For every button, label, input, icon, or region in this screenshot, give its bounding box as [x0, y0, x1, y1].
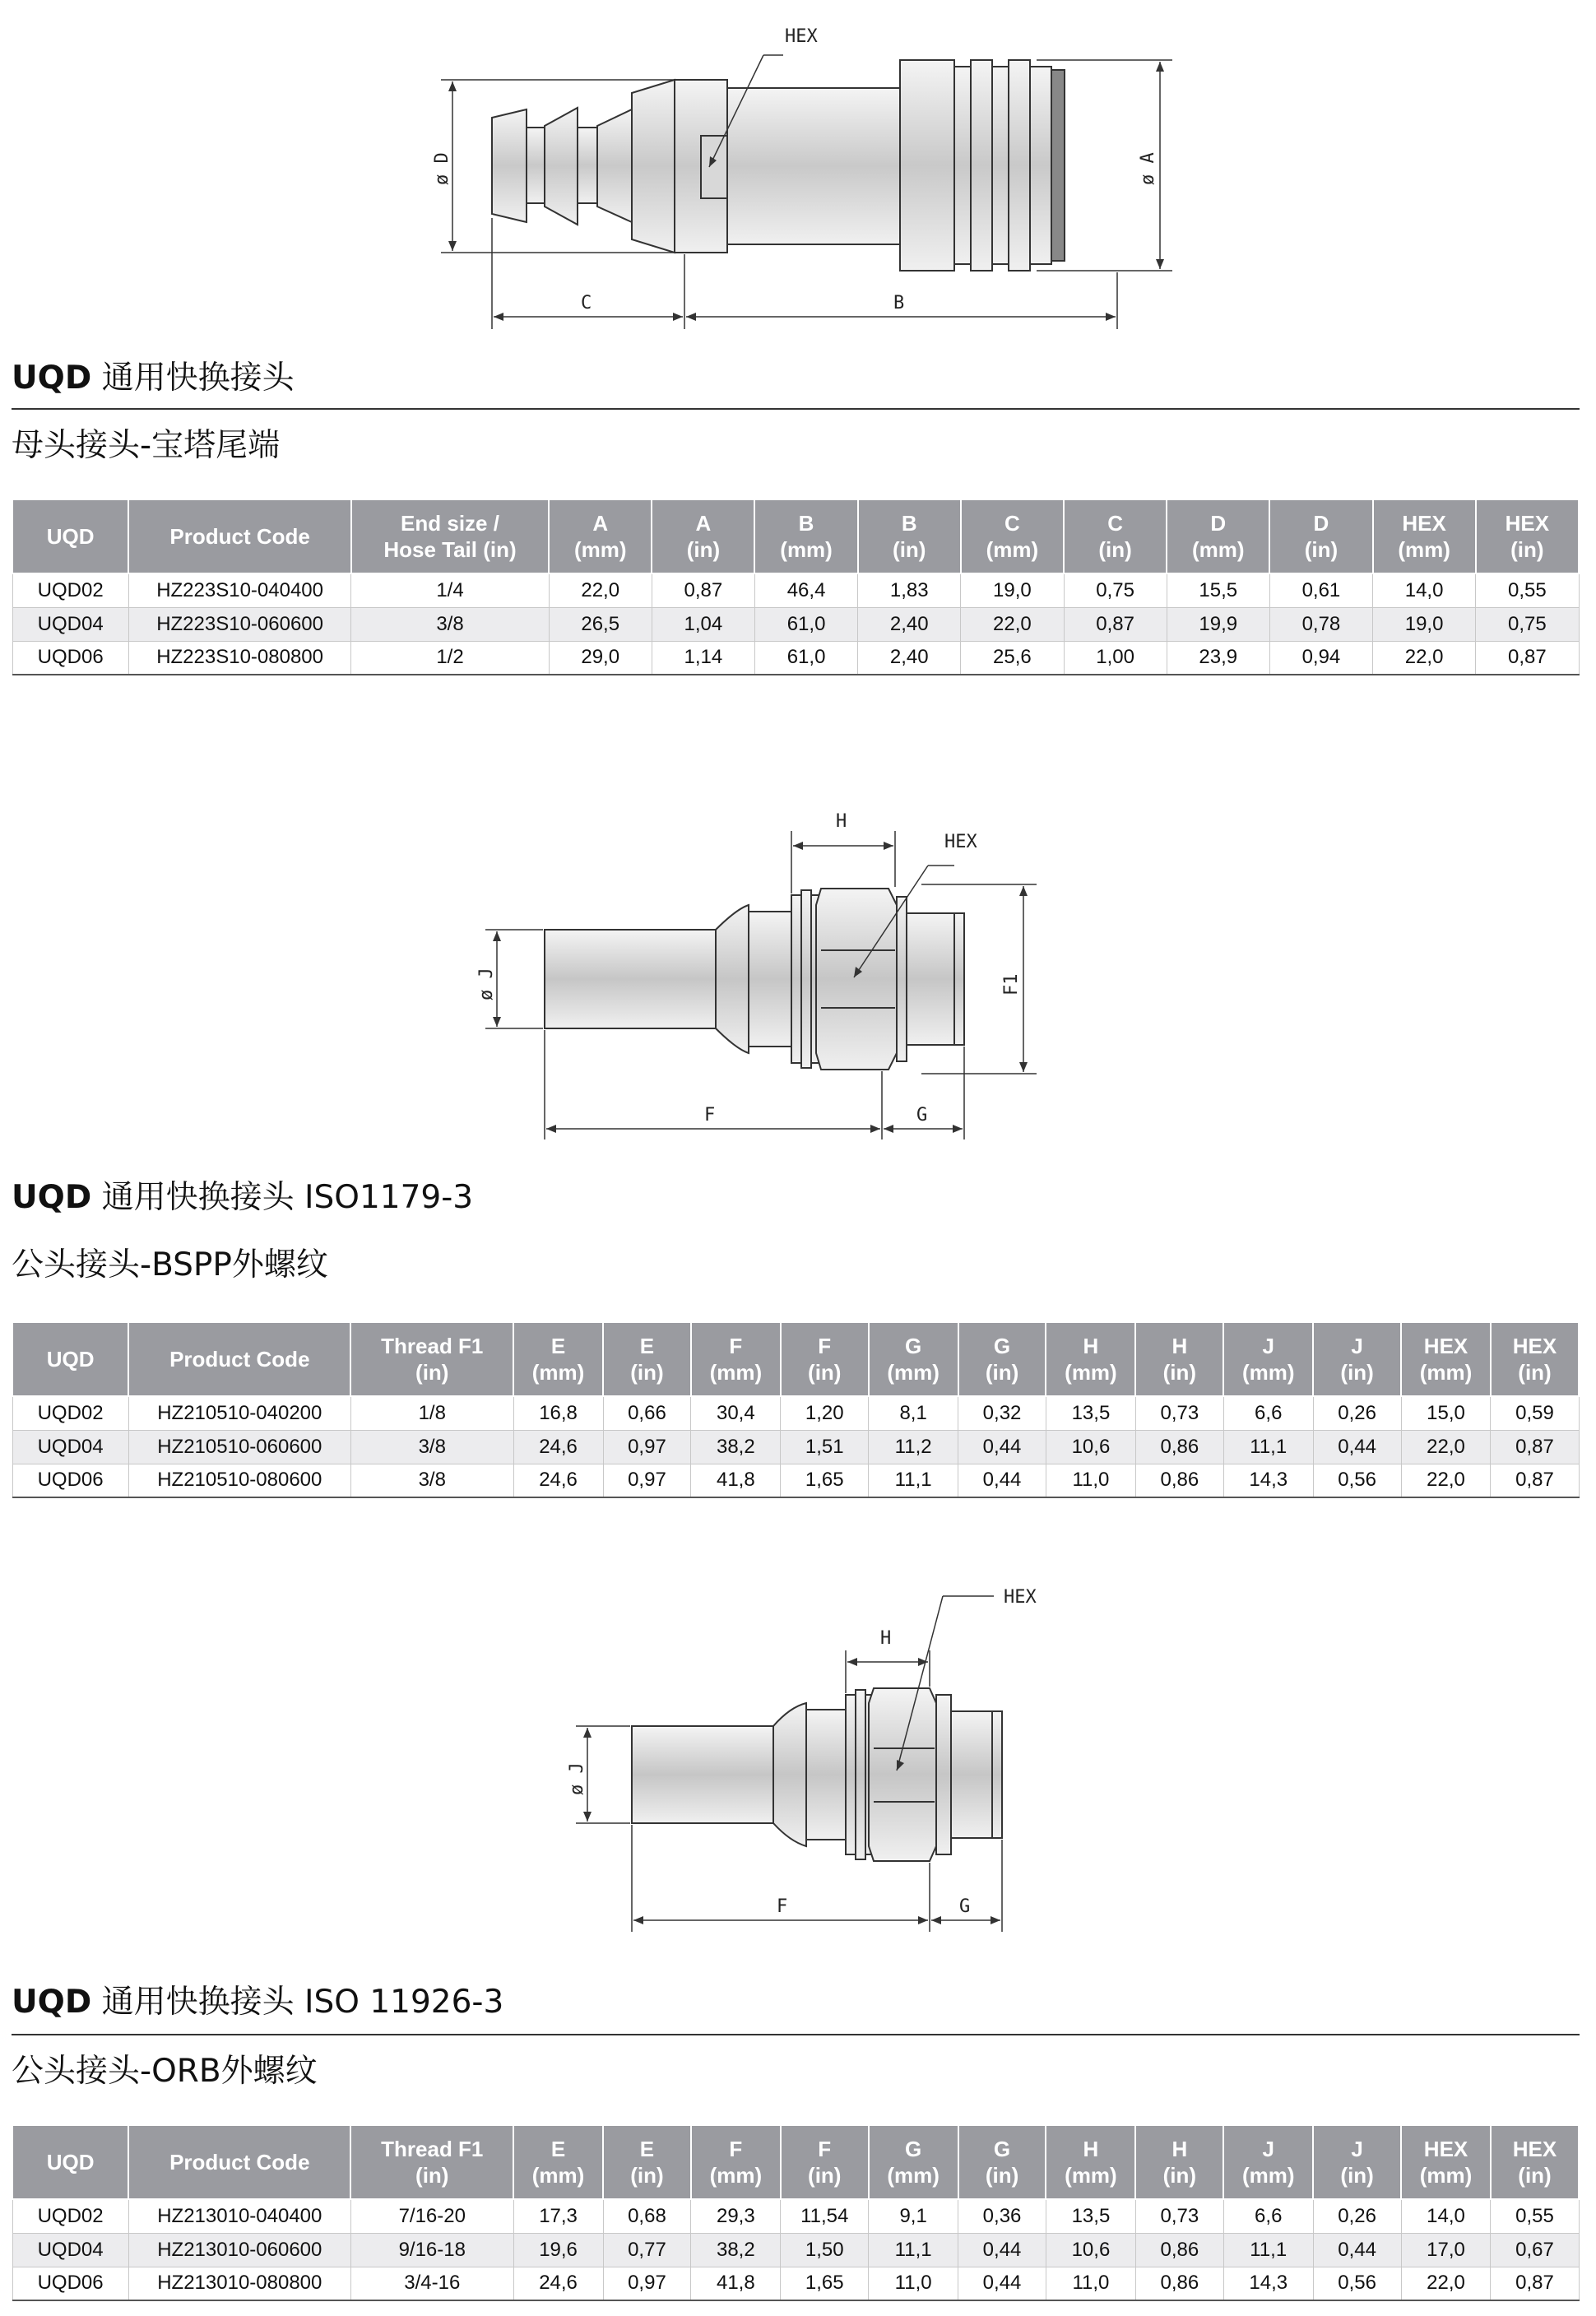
- table-cell: HZ210510-060600: [128, 1430, 350, 1464]
- table-cell: 16,8: [513, 1396, 603, 1430]
- table-cell: 0,73: [1135, 1396, 1223, 1430]
- table-cell: UQD02: [12, 573, 128, 607]
- column-header-line: End size /: [401, 510, 499, 536]
- table-cell: 19,0: [961, 573, 1064, 607]
- table-cell: 1,51: [781, 1430, 869, 1464]
- column-header-line: E: [550, 2136, 566, 2161]
- table-cell: 11,1: [869, 2233, 958, 2267]
- table-row: [12, 1396, 1579, 1430]
- column-header-line: (mm): [887, 1360, 940, 1385]
- label-hex: HEX: [944, 832, 977, 852]
- table-cell: 11,0: [1046, 1464, 1135, 1497]
- label-dia-d: ø D: [432, 152, 452, 185]
- column-header-line: (in): [630, 1360, 664, 1385]
- label-f: F: [777, 1896, 788, 1917]
- table-cell: 0,59: [1491, 1396, 1579, 1430]
- table-cell: 0,55: [1491, 2199, 1579, 2233]
- table-cell: 19,9: [1167, 607, 1269, 641]
- table-cell: 1,00: [1064, 641, 1167, 675]
- column-header: [869, 1322, 958, 1396]
- column-header-line: (mm): [709, 2163, 763, 2188]
- table-cell: UQD04: [12, 607, 128, 641]
- column-header-line: UQD: [46, 1346, 95, 1371]
- table-cell: 15,0: [1401, 1396, 1491, 1430]
- table-cell: 6,6: [1223, 2199, 1313, 2233]
- column-header: [1046, 2125, 1135, 2199]
- table-cell: 1,65: [781, 1464, 869, 1497]
- column-header-line: HEX: [1512, 2136, 1557, 2161]
- table-cell: 14,3: [1223, 2267, 1313, 2300]
- column-header-line: A: [695, 510, 712, 536]
- label-c: C: [581, 293, 592, 313]
- column-header-line: D: [1210, 510, 1227, 536]
- column-header: [1223, 2125, 1313, 2199]
- column-header: [652, 499, 754, 573]
- column-header-line: (in): [630, 2163, 664, 2188]
- column-header: [1491, 1322, 1579, 1396]
- column-header-line: (mm): [709, 1360, 763, 1385]
- column-header-line: (mm): [1241, 2163, 1295, 2188]
- label-dia-j: ø J: [567, 1762, 587, 1795]
- column-header-line: (mm): [1419, 1360, 1473, 1385]
- column-header-line: (mm): [1065, 2163, 1117, 2188]
- column-header: [781, 1322, 869, 1396]
- section-subtitle-3: 公头接头-ORB外螺纹: [12, 2053, 318, 2090]
- table-cell: 3/4-16: [350, 2267, 513, 2300]
- column-header-line: (in): [808, 1360, 842, 1385]
- section-subtitle-2: 公头接头-BSPP外螺纹: [12, 1246, 328, 1283]
- column-header-line: (mm): [986, 537, 1039, 562]
- column-header-line: Thread F1: [381, 1333, 484, 1358]
- section-title-3: UQD 通用快换接头 ISO 11926-3: [12, 1984, 504, 2021]
- table-cell: 0,32: [958, 1396, 1046, 1430]
- table-cell: 11,2: [869, 1430, 958, 1464]
- column-header-line: J: [1262, 1333, 1274, 1358]
- table-cell: 11,1: [869, 1464, 958, 1497]
- column-header: [1046, 1322, 1135, 1396]
- column-header-line: HEX: [1505, 510, 1550, 536]
- table-cell: 22,0: [1373, 641, 1476, 675]
- table-cell: UQD02: [12, 2199, 128, 2233]
- table-cell: 25,6: [961, 641, 1064, 675]
- table-cell: 0,86: [1135, 1430, 1223, 1464]
- table-cell: HZ213010-040400: [128, 2199, 350, 2233]
- column-header: [351, 499, 549, 573]
- table-cell: HZ213010-080800: [128, 2267, 350, 2300]
- table-cell: 1/4: [351, 573, 549, 607]
- table-cell: 1/8: [350, 1396, 513, 1430]
- label-b: B: [893, 293, 905, 313]
- table-cell: HZ213010-060600: [128, 2233, 350, 2267]
- table-cell: 11,0: [1046, 2267, 1135, 2300]
- table-cell: UQD06: [12, 641, 128, 675]
- table-cell: 11,1: [1223, 1430, 1313, 1464]
- column-header-line: Hose Tail (in): [383, 537, 517, 562]
- table-cell: 0,78: [1269, 607, 1372, 641]
- table-cell: 14,0: [1401, 2199, 1491, 2233]
- column-header-line: HEX: [1402, 510, 1446, 536]
- table-cell: 0,87: [652, 573, 754, 607]
- spec-table-female-hose-tail: [12, 499, 1580, 675]
- table-cell: 0,36: [958, 2199, 1046, 2233]
- table-cell: 17,3: [513, 2199, 603, 2233]
- table-cell: 0,44: [1313, 2233, 1401, 2267]
- column-header-line: C: [1107, 510, 1123, 536]
- table-row: [12, 1430, 1579, 1464]
- column-header-line: G: [993, 2136, 1011, 2161]
- column-header: [1135, 1322, 1223, 1396]
- table-cell: 11,0: [869, 2267, 958, 2300]
- column-header: [1269, 499, 1372, 573]
- column-header: [1401, 1322, 1491, 1396]
- column-header-line: H: [1171, 2136, 1188, 2161]
- column-header: [12, 499, 128, 573]
- table-cell: 22,0: [1401, 2267, 1491, 2300]
- column-header-line: G: [993, 1333, 1011, 1358]
- table-cell: 0,44: [958, 1430, 1046, 1464]
- column-header-line: J: [1351, 2136, 1363, 2161]
- column-header: [1491, 2125, 1579, 2199]
- column-header-line: (mm): [1398, 537, 1450, 562]
- column-header-line: B: [901, 510, 917, 536]
- table-row: [12, 641, 1579, 675]
- column-header: [691, 1322, 781, 1396]
- column-header-line: (in): [415, 1360, 449, 1385]
- column-header: [754, 499, 857, 573]
- table-cell: UQD06: [12, 1464, 128, 1497]
- column-header: [603, 2125, 691, 2199]
- column-header-line: (in): [1340, 2163, 1374, 2188]
- label-hex: HEX: [785, 26, 818, 47]
- table-row: [12, 2199, 1579, 2233]
- table-cell: 0,87: [1491, 1464, 1579, 1497]
- table-cell: 22,0: [1401, 1430, 1491, 1464]
- table-cell: 3/8: [350, 1430, 513, 1464]
- table-cell: 7/16-20: [350, 2199, 513, 2233]
- table-cell: 0,56: [1313, 2267, 1401, 2300]
- spec-table-male-orb: [12, 2124, 1580, 2301]
- table-cell: 0,44: [958, 2233, 1046, 2267]
- table-cell: 0,75: [1064, 573, 1167, 607]
- column-header: [869, 2125, 958, 2199]
- label-h: H: [880, 1628, 892, 1649]
- label-dia-j: ø J: [476, 968, 497, 1000]
- table-cell: 22,0: [961, 607, 1064, 641]
- table-cell: HZ223S10-040400: [128, 573, 351, 607]
- column-header-line: E: [639, 1333, 655, 1358]
- table-cell: 14,0: [1373, 573, 1476, 607]
- column-header: [513, 1322, 603, 1396]
- table-cell: 29,0: [549, 641, 652, 675]
- column-header-line: (in): [985, 1360, 1019, 1385]
- table-cell: 15,5: [1167, 573, 1269, 607]
- column-header-line: Product Code: [169, 2149, 310, 2174]
- column-header: [781, 2125, 869, 2199]
- column-header-line: F: [818, 1333, 832, 1358]
- column-header-line: Product Code: [169, 1346, 310, 1371]
- table-cell: 46,4: [754, 573, 857, 607]
- column-header: [1135, 2125, 1223, 2199]
- table-cell: 1,50: [781, 2233, 869, 2267]
- table-cell: 9/16-18: [350, 2233, 513, 2267]
- table-row: [12, 2267, 1579, 2300]
- table-cell: 0,67: [1491, 2233, 1579, 2267]
- column-header: [858, 499, 961, 573]
- table-cell: 9,1: [869, 2199, 958, 2233]
- column-header: [961, 499, 1064, 573]
- table-cell: 0,97: [603, 1430, 691, 1464]
- column-header: [549, 499, 652, 573]
- table-cell: HZ210510-040200: [128, 1396, 350, 1430]
- column-header: [1373, 499, 1476, 573]
- column-header-line: J: [1351, 1333, 1363, 1358]
- table-cell: UQD06: [12, 2267, 128, 2300]
- table-cell: 0,44: [958, 2267, 1046, 2300]
- table-row: [12, 607, 1579, 641]
- table-cell: 0,68: [603, 2199, 691, 2233]
- column-header-line: (in): [686, 537, 721, 562]
- table-cell: HZ223S10-080800: [128, 641, 351, 675]
- table-cell: 0,55: [1476, 573, 1579, 607]
- table-cell: 10,6: [1046, 1430, 1135, 1464]
- table-row: [12, 2233, 1579, 2267]
- column-header-line: F: [729, 1333, 743, 1358]
- table-cell: 0,97: [603, 2267, 691, 2300]
- table-cell: 24,6: [513, 2267, 603, 2300]
- table-cell: 0,26: [1313, 1396, 1401, 1430]
- table-cell: 1,65: [781, 2267, 869, 2300]
- column-header: [958, 2125, 1046, 2199]
- column-header-line: (mm): [573, 537, 627, 562]
- column-header: [1313, 1322, 1401, 1396]
- column-header-line: (in): [808, 2163, 842, 2188]
- column-header: [691, 2125, 781, 2199]
- table-cell: 1,14: [652, 641, 754, 675]
- column-header: [128, 499, 351, 573]
- table-cell: 0,94: [1269, 641, 1372, 675]
- label-hex: HEX: [1004, 1587, 1037, 1608]
- table-cell: 30,4: [691, 1396, 781, 1430]
- table-cell: 1/2: [351, 641, 549, 675]
- column-header-line: A: [592, 510, 609, 536]
- column-header-line: E: [639, 2136, 655, 2161]
- table-cell: 0,44: [1313, 1430, 1401, 1464]
- table-cell: UQD02: [12, 1396, 128, 1430]
- table-cell: 1,04: [652, 607, 754, 641]
- table-cell: 10,6: [1046, 2233, 1135, 2267]
- column-header: [128, 2125, 350, 2199]
- label-dia-a: ø A: [1138, 152, 1158, 185]
- table-cell: 1,83: [858, 573, 961, 607]
- column-header-line: (mm): [1241, 1360, 1295, 1385]
- column-header: [12, 1322, 128, 1396]
- column-header-line: (in): [1518, 2163, 1552, 2188]
- table-row: [12, 573, 1579, 607]
- table-cell: 22,0: [549, 573, 652, 607]
- column-header-line: (mm): [780, 537, 833, 562]
- table-cell: 61,0: [754, 607, 857, 641]
- table-cell: 2,40: [858, 641, 961, 675]
- table-cell: 0,86: [1135, 1464, 1223, 1497]
- column-header-line: HEX: [1423, 1333, 1468, 1358]
- column-header-line: F: [818, 2136, 832, 2161]
- column-header-line: (in): [1098, 537, 1132, 562]
- column-header-line: (in): [1518, 1360, 1552, 1385]
- label-f: F: [704, 1105, 716, 1126]
- section-divider: [12, 2034, 1580, 2035]
- column-header-line: (in): [893, 537, 926, 562]
- column-header-line: E: [550, 1333, 566, 1358]
- column-header: [350, 2125, 513, 2199]
- drawing-male-bspp: [461, 798, 1069, 1144]
- table-cell: 38,2: [691, 2233, 781, 2267]
- table-cell: 0,86: [1135, 2233, 1223, 2267]
- drawing-male-orb: [543, 1580, 1119, 1942]
- label-g: G: [916, 1105, 928, 1126]
- table-cell: 0,75: [1476, 607, 1579, 641]
- column-header-line: C: [1004, 510, 1020, 536]
- table-cell: 38,2: [691, 1430, 781, 1464]
- column-header: [1064, 499, 1167, 573]
- table-cell: 1,20: [781, 1396, 869, 1430]
- table-cell: HZ223S10-060600: [128, 607, 351, 641]
- column-header-line: D: [1313, 510, 1329, 536]
- table-cell: 6,6: [1223, 1396, 1313, 1430]
- column-header-line: (in): [1510, 537, 1544, 562]
- label-h: H: [836, 811, 847, 832]
- table-cell: UQD04: [12, 1430, 128, 1464]
- table-cell: 0,73: [1135, 2199, 1223, 2233]
- table-cell: 0,86: [1135, 2267, 1223, 2300]
- column-header: [128, 1322, 350, 1396]
- table-cell: HZ210510-080600: [128, 1464, 350, 1497]
- table-cell: 0,26: [1313, 2199, 1401, 2233]
- column-header: [1167, 499, 1269, 573]
- table-cell: 0,56: [1313, 1464, 1401, 1497]
- section-divider: [12, 408, 1580, 410]
- column-header-line: (mm): [1419, 2163, 1473, 2188]
- column-header-line: (in): [1162, 2163, 1197, 2188]
- column-header: [12, 2125, 128, 2199]
- table-cell: 0,66: [603, 1396, 691, 1430]
- section-title-1: UQD 通用快换接头: [12, 360, 295, 397]
- column-header-line: (in): [1340, 1360, 1374, 1385]
- table-row: [12, 1464, 1579, 1497]
- column-header-line: (in): [415, 2163, 449, 2188]
- column-header-line: (mm): [1191, 537, 1245, 562]
- column-header-line: (in): [1162, 1360, 1197, 1385]
- column-header-line: H: [1083, 1333, 1099, 1358]
- table-cell: 0,87: [1491, 2267, 1579, 2300]
- column-header-line: G: [905, 2136, 922, 2161]
- table-cell: 26,5: [549, 607, 652, 641]
- table-cell: 0,87: [1476, 641, 1579, 675]
- column-header: [958, 1322, 1046, 1396]
- section-subtitle-1: 母头接头-宝塔尾端: [12, 427, 281, 464]
- table-cell: 24,6: [513, 1430, 603, 1464]
- table-cell: 19,6: [513, 2233, 603, 2267]
- table-cell: 23,9: [1167, 641, 1269, 675]
- column-header-line: Product Code: [169, 523, 310, 549]
- table-cell: 11,54: [781, 2199, 869, 2233]
- column-header-line: (mm): [887, 2163, 940, 2188]
- column-header-line: J: [1262, 2136, 1274, 2161]
- column-header-line: HEX: [1512, 1333, 1557, 1358]
- column-header: [603, 1322, 691, 1396]
- table-cell: 41,8: [691, 1464, 781, 1497]
- column-header-line: B: [798, 510, 814, 536]
- table-cell: 29,3: [691, 2199, 781, 2233]
- column-header-line: (in): [1304, 537, 1339, 562]
- column-header: [350, 1322, 513, 1396]
- table-cell: 61,0: [754, 641, 857, 675]
- table-cell: 11,1: [1223, 2233, 1313, 2267]
- table-cell: 0,97: [603, 1464, 691, 1497]
- column-header-line: H: [1083, 2136, 1099, 2161]
- table-cell: 24,6: [513, 1464, 603, 1497]
- table-cell: UQD04: [12, 2233, 128, 2267]
- column-header-line: G: [905, 1333, 922, 1358]
- column-header: [513, 2125, 603, 2199]
- table-cell: 13,5: [1046, 2199, 1135, 2233]
- column-header-line: Thread F1: [381, 2136, 484, 2161]
- drawing-female-hose-tail: [428, 12, 1185, 341]
- section-title-2: UQD 通用快换接头 ISO1179-3: [12, 1179, 474, 1216]
- column-header: [1476, 499, 1579, 573]
- table-cell: 2,40: [858, 607, 961, 641]
- column-header-line: (mm): [531, 2163, 585, 2188]
- table-cell: 22,0: [1401, 1464, 1491, 1497]
- column-header-line: (mm): [531, 1360, 585, 1385]
- table-cell: 3/8: [350, 1464, 513, 1497]
- column-header-line: HEX: [1423, 2136, 1468, 2161]
- column-header: [1313, 2125, 1401, 2199]
- table-cell: 0,87: [1491, 1430, 1579, 1464]
- table-cell: 0,44: [958, 1464, 1046, 1497]
- column-header-line: UQD: [46, 2149, 95, 2174]
- column-header: [1401, 2125, 1491, 2199]
- table-cell: 19,0: [1373, 607, 1476, 641]
- table-cell: 8,1: [869, 1396, 958, 1430]
- table-cell: 0,87: [1064, 607, 1167, 641]
- table-cell: 17,0: [1401, 2233, 1491, 2267]
- spec-table-male-bspp: [12, 1321, 1580, 1498]
- column-header-line: UQD: [46, 523, 95, 549]
- column-header-line: F: [729, 2136, 743, 2161]
- column-header-line: (in): [985, 2163, 1019, 2188]
- column-header-line: H: [1171, 1333, 1188, 1358]
- table-cell: 3/8: [351, 607, 549, 641]
- table-cell: 0,77: [603, 2233, 691, 2267]
- column-header-line: (mm): [1065, 1360, 1117, 1385]
- table-cell: 0,61: [1269, 573, 1372, 607]
- table-cell: 14,3: [1223, 1464, 1313, 1497]
- label-g: G: [959, 1896, 971, 1917]
- table-cell: 13,5: [1046, 1396, 1135, 1430]
- table-cell: 41,8: [691, 2267, 781, 2300]
- label-f1: F1: [1001, 973, 1022, 996]
- column-header: [1223, 1322, 1313, 1396]
